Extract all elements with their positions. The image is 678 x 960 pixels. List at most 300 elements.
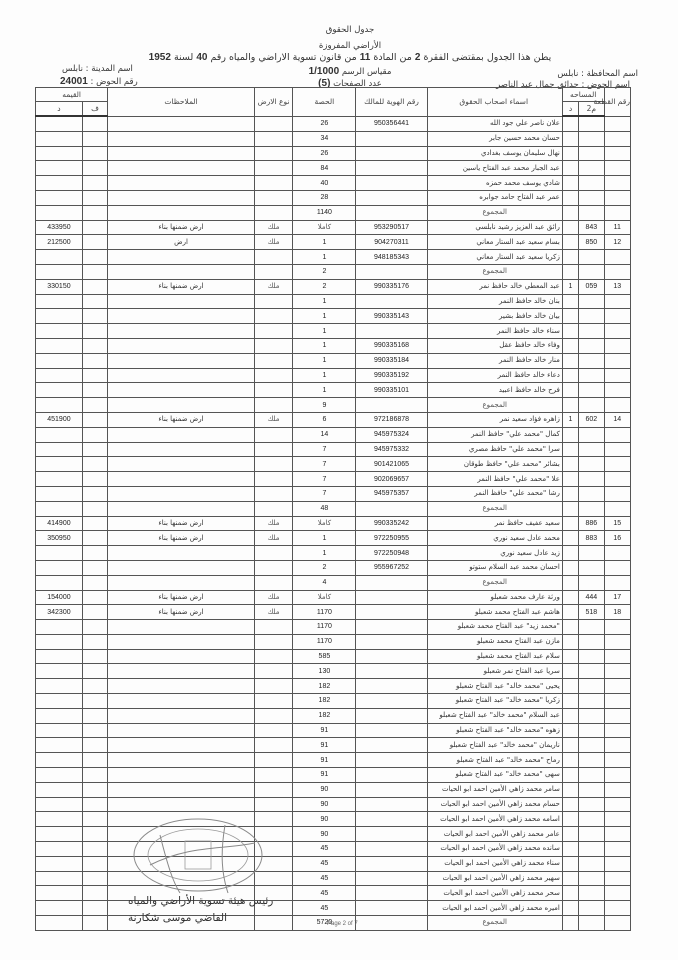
area-d-cell bbox=[562, 250, 578, 265]
area-d-cell bbox=[562, 827, 578, 842]
area-d-cell bbox=[562, 501, 578, 516]
col-value-f: ف bbox=[82, 102, 107, 117]
table-row bbox=[36, 427, 631, 442]
notes-cell: ارض ضمنها بناء bbox=[108, 531, 254, 546]
value-d-cell: 342300 bbox=[36, 605, 83, 620]
table-row bbox=[36, 871, 631, 886]
parcel-number-cell bbox=[604, 161, 630, 176]
area-d-cell bbox=[562, 605, 578, 620]
land-type-cell bbox=[254, 116, 293, 131]
value-f-cell bbox=[82, 679, 107, 694]
value-d-cell bbox=[36, 486, 83, 501]
id-number-cell bbox=[356, 782, 427, 797]
table-row bbox=[36, 116, 631, 131]
notes-cell bbox=[108, 457, 254, 472]
table-header bbox=[36, 88, 631, 117]
value-f-cell bbox=[82, 516, 107, 531]
value-f-cell bbox=[82, 412, 107, 427]
table-row bbox=[36, 546, 631, 561]
parcel-number-cell bbox=[604, 634, 630, 649]
value-f-cell bbox=[82, 546, 107, 561]
owner-name-cell: سرا "محمد علي" حافظ مصري bbox=[427, 442, 562, 457]
value-f-cell bbox=[82, 383, 107, 398]
area-d-cell bbox=[562, 560, 578, 575]
table-row bbox=[36, 560, 631, 575]
land-type-cell bbox=[254, 294, 293, 309]
value-f-cell bbox=[82, 472, 107, 487]
land-type-cell: ملك bbox=[254, 605, 293, 620]
value-f-cell bbox=[82, 368, 107, 383]
value-d-cell bbox=[36, 324, 83, 339]
area-m2-cell bbox=[579, 797, 604, 812]
legal-text: من قانون تسوية الاراضي والمياه رقم bbox=[210, 52, 357, 63]
area-d-cell bbox=[562, 294, 578, 309]
value-d-cell bbox=[36, 146, 83, 161]
value-d-cell bbox=[36, 664, 83, 679]
owner-name-cell: هاشم عبد الفتاح محمد شعبلو bbox=[427, 605, 562, 620]
page-count-label: عدد الصفحات bbox=[333, 79, 382, 89]
owner-name-cell: اميره محمد زاهي الأمين احمد ابو الحيات bbox=[427, 901, 562, 916]
share-cell: 182 bbox=[293, 679, 356, 694]
land-type-cell bbox=[254, 309, 293, 324]
parcel-number-cell bbox=[604, 176, 630, 191]
area-d-cell bbox=[562, 190, 578, 205]
share-cell: 48 bbox=[293, 501, 356, 516]
share-cell: 26 bbox=[293, 146, 356, 161]
notes-cell bbox=[108, 472, 254, 487]
id-number-cell bbox=[356, 753, 427, 768]
area-m2-cell bbox=[579, 205, 604, 220]
value-f-cell bbox=[82, 575, 107, 590]
notes-cell: ارض ضمنها بناء bbox=[108, 279, 254, 294]
owner-name-cell: رشا "محمد علي" حافظ النمر bbox=[427, 486, 562, 501]
id-number-cell bbox=[356, 590, 427, 605]
value-d-cell bbox=[36, 753, 83, 768]
owner-name-cell: علان ناصر علي جود الله bbox=[427, 116, 562, 131]
value-f-cell bbox=[82, 694, 107, 709]
land-type-cell bbox=[254, 161, 293, 176]
share-cell: 45 bbox=[293, 886, 356, 901]
legal-basis bbox=[120, 52, 580, 63]
id-number-cell bbox=[356, 812, 427, 827]
share-cell: 90 bbox=[293, 797, 356, 812]
land-type-cell: ملك bbox=[254, 516, 293, 531]
table-row bbox=[36, 442, 631, 457]
area-m2-cell bbox=[579, 190, 604, 205]
value-f-cell bbox=[82, 501, 107, 516]
area-m2-cell bbox=[579, 723, 604, 738]
value-d-cell bbox=[36, 797, 83, 812]
value-f-cell bbox=[82, 205, 107, 220]
id-number-cell bbox=[356, 294, 427, 309]
value-d-cell bbox=[36, 856, 83, 871]
value-f-cell bbox=[82, 708, 107, 723]
table-row bbox=[36, 161, 631, 176]
share-cell: 1170 bbox=[293, 620, 356, 635]
value-d-cell bbox=[36, 738, 83, 753]
area-d-cell bbox=[562, 856, 578, 871]
area-d-cell bbox=[562, 797, 578, 812]
area-m2-cell bbox=[579, 501, 604, 516]
parcel-number-cell bbox=[604, 398, 630, 413]
value-f-cell bbox=[82, 531, 107, 546]
parcel-number-cell bbox=[604, 901, 630, 916]
area-m2-cell bbox=[579, 708, 604, 723]
table-row bbox=[36, 812, 631, 827]
share-cell: 28 bbox=[293, 190, 356, 205]
area-d-cell bbox=[562, 161, 578, 176]
area-m2-cell bbox=[579, 383, 604, 398]
area-m2-cell bbox=[579, 338, 604, 353]
value-d-cell bbox=[36, 501, 83, 516]
table-row bbox=[36, 827, 631, 842]
area-m2-cell bbox=[579, 753, 604, 768]
land-type-cell bbox=[254, 649, 293, 664]
id-number-cell bbox=[356, 694, 427, 709]
parcel-number-cell bbox=[604, 812, 630, 827]
value-f-cell bbox=[82, 279, 107, 294]
area-m2-cell bbox=[579, 486, 604, 501]
id-number-cell bbox=[356, 886, 427, 901]
area-m2-cell bbox=[579, 264, 604, 279]
area-d-cell bbox=[562, 871, 578, 886]
id-number-cell: 953290517 bbox=[356, 220, 427, 235]
share-cell: 91 bbox=[293, 753, 356, 768]
table-row bbox=[36, 620, 631, 635]
area-m2-cell bbox=[579, 398, 604, 413]
area-m2-cell bbox=[579, 664, 604, 679]
value-f-cell bbox=[82, 916, 107, 931]
area-m2-cell bbox=[579, 871, 604, 886]
notes-cell bbox=[108, 486, 254, 501]
land-type-cell bbox=[254, 679, 293, 694]
share-cell: 45 bbox=[293, 871, 356, 886]
notes-cell bbox=[108, 309, 254, 324]
table-row bbox=[36, 797, 631, 812]
share-cell: 1 bbox=[293, 294, 356, 309]
value-d-cell bbox=[36, 161, 83, 176]
parcel-number-cell bbox=[604, 264, 630, 279]
id-number-cell bbox=[356, 708, 427, 723]
notes-cell bbox=[108, 649, 254, 664]
area-m2-cell bbox=[579, 457, 604, 472]
area-d-cell bbox=[562, 472, 578, 487]
notes-cell bbox=[108, 560, 254, 575]
land-type-cell: ملك bbox=[254, 279, 293, 294]
owner-name-cell: سعيد عفيف حافظ نمر bbox=[427, 516, 562, 531]
law-year: 1952 bbox=[148, 52, 171, 63]
owner-name-cell: وفاء خالد حافظ عقل bbox=[427, 338, 562, 353]
id-number-cell: 945975357 bbox=[356, 486, 427, 501]
parcel-number-cell: 17 bbox=[604, 590, 630, 605]
parcel-number-cell bbox=[604, 753, 630, 768]
area-d-cell bbox=[562, 309, 578, 324]
notes-cell: ارض ضمنها بناء bbox=[108, 220, 254, 235]
notes-cell bbox=[108, 753, 254, 768]
owner-name-cell: بنان خالد حافظ النمر bbox=[427, 294, 562, 309]
owner-name-cell: يحيى "محمد خالد" عبد الفتاح شعبلو bbox=[427, 679, 562, 694]
id-number-cell bbox=[356, 264, 427, 279]
notes-cell bbox=[108, 797, 254, 812]
id-number-cell bbox=[356, 620, 427, 635]
land-type-cell bbox=[254, 442, 293, 457]
table-row bbox=[36, 176, 631, 191]
notes-cell bbox=[108, 250, 254, 265]
col-area-d: د bbox=[562, 102, 578, 117]
parcel-number-cell: 13 bbox=[604, 279, 630, 294]
value-d-cell bbox=[36, 886, 83, 901]
value-d-cell bbox=[36, 768, 83, 783]
table-row bbox=[36, 279, 631, 294]
col-value: القيمه bbox=[36, 88, 108, 102]
notes-cell: ارض bbox=[108, 235, 254, 250]
value-d-cell: 414900 bbox=[36, 516, 83, 531]
value-d-cell bbox=[36, 472, 83, 487]
share-cell: 182 bbox=[293, 708, 356, 723]
value-d-cell bbox=[36, 427, 83, 442]
value-d-cell bbox=[36, 560, 83, 575]
value-f-cell bbox=[82, 768, 107, 783]
share-cell: 1170 bbox=[293, 605, 356, 620]
owner-name-cell: سهى "محمد خالد" عبد الفتاح شعبلو bbox=[427, 768, 562, 783]
owner-name-cell: "محمد زيد" عبد الفتاح محمد شعبلو bbox=[427, 620, 562, 635]
share-cell: 40 bbox=[293, 176, 356, 191]
parcel-number-cell bbox=[604, 131, 630, 146]
share-cell: 585 bbox=[293, 649, 356, 664]
value-f-cell bbox=[82, 620, 107, 635]
area-d-cell bbox=[562, 146, 578, 161]
signatory-name: القاضي موسى شكارنة bbox=[128, 912, 227, 924]
id-number-cell: 990335176 bbox=[356, 279, 427, 294]
parcel-number-cell: 12 bbox=[604, 235, 630, 250]
value-d-cell: 212500 bbox=[36, 235, 83, 250]
parcel-number-cell bbox=[604, 457, 630, 472]
area-d-cell bbox=[562, 916, 578, 931]
share-cell: 7 bbox=[293, 486, 356, 501]
share-cell: 7 bbox=[293, 457, 356, 472]
area-d-cell bbox=[562, 486, 578, 501]
area-m2-cell bbox=[579, 309, 604, 324]
value-f-cell bbox=[82, 812, 107, 827]
article-number: 11 bbox=[359, 52, 371, 63]
owner-name-cell: زاهره فؤاد سعيد نمر bbox=[427, 412, 562, 427]
area-d-cell bbox=[562, 768, 578, 783]
owner-name-cell: شادي يوسف محمد حمزه bbox=[427, 176, 562, 191]
value-f-cell bbox=[82, 442, 107, 457]
signatory-title: رئيس هيئة تسوية الأراضي والمياه bbox=[128, 895, 274, 907]
area-m2-cell bbox=[579, 442, 604, 457]
notes-cell bbox=[108, 264, 254, 279]
area-m2-cell: 602 bbox=[579, 412, 604, 427]
value-f-cell bbox=[82, 738, 107, 753]
value-f-cell bbox=[82, 220, 107, 235]
value-d-cell bbox=[36, 827, 83, 842]
owner-name-cell: ورثة عارف محمد شعبلو bbox=[427, 590, 562, 605]
area-d-cell bbox=[562, 531, 578, 546]
parcel-number-cell bbox=[604, 338, 630, 353]
land-type-cell: ملك bbox=[254, 412, 293, 427]
area-d-cell bbox=[562, 176, 578, 191]
official-seal-stamp-icon bbox=[130, 815, 265, 895]
area-m2-cell bbox=[579, 856, 604, 871]
notes-cell: ارض ضمنها بناء bbox=[108, 412, 254, 427]
total-row bbox=[36, 264, 631, 279]
value-f-cell bbox=[82, 457, 107, 472]
table-row bbox=[36, 782, 631, 797]
value-d-cell bbox=[36, 916, 83, 931]
scale bbox=[150, 66, 550, 77]
id-number-cell: 955967252 bbox=[356, 560, 427, 575]
id-number-cell bbox=[356, 649, 427, 664]
parcel-number-cell bbox=[604, 368, 630, 383]
id-number-cell bbox=[356, 131, 427, 146]
value-d-cell bbox=[36, 679, 83, 694]
document-subtitle: الأراضي المفروزة bbox=[318, 41, 382, 51]
value-d-cell bbox=[36, 620, 83, 635]
table-row bbox=[36, 694, 631, 709]
owner-name-cell: منار خالد حافظ النمر bbox=[427, 353, 562, 368]
parcel-number-cell bbox=[604, 679, 630, 694]
area-d-cell bbox=[562, 753, 578, 768]
owner-name-cell: عامر محمد زاهي الأمين احمد ابو الحيات bbox=[427, 827, 562, 842]
share-cell: 1 bbox=[293, 531, 356, 546]
parcel-number-cell bbox=[604, 827, 630, 842]
owner-name-cell: حسام محمد زاهي الأمين احمد ابو الحيات bbox=[427, 797, 562, 812]
share-cell: 14 bbox=[293, 427, 356, 442]
table-row bbox=[36, 842, 631, 857]
area-m2-cell bbox=[579, 782, 604, 797]
value-d-cell bbox=[36, 176, 83, 191]
land-type-cell bbox=[254, 264, 293, 279]
value-d-cell bbox=[36, 901, 83, 916]
value-d-cell: 451900 bbox=[36, 412, 83, 427]
area-m2-cell: 886 bbox=[579, 516, 604, 531]
value-d-cell bbox=[36, 708, 83, 723]
scale-value: 1/1000 bbox=[308, 66, 340, 77]
notes-cell bbox=[108, 190, 254, 205]
area-m2-cell: 843 bbox=[579, 220, 604, 235]
parcel-number-cell: 11 bbox=[604, 220, 630, 235]
value-f-cell bbox=[82, 886, 107, 901]
value-d-cell bbox=[36, 131, 83, 146]
area-m2-cell: 883 bbox=[579, 531, 604, 546]
area-d-cell bbox=[562, 324, 578, 339]
parcel-number-cell bbox=[604, 723, 630, 738]
land-type-cell bbox=[254, 797, 293, 812]
land-type-cell bbox=[254, 398, 293, 413]
land-type-cell bbox=[254, 501, 293, 516]
area-m2-cell bbox=[579, 324, 604, 339]
owner-name-cell: عمر عبد الفتاح حامد جوابره bbox=[427, 190, 562, 205]
land-type-cell bbox=[254, 753, 293, 768]
table-row bbox=[36, 324, 631, 339]
parcel-number-cell bbox=[604, 383, 630, 398]
notes-cell bbox=[108, 116, 254, 131]
share-cell: 90 bbox=[293, 827, 356, 842]
parcel-number-cell bbox=[604, 205, 630, 220]
area-m2-cell bbox=[579, 368, 604, 383]
parcel-number-cell: 16 bbox=[604, 531, 630, 546]
value-f-cell bbox=[82, 842, 107, 857]
value-f-cell bbox=[82, 353, 107, 368]
area-d-cell bbox=[562, 368, 578, 383]
id-number-cell bbox=[356, 190, 427, 205]
page-indicator: Page 2 of 7 bbox=[327, 921, 358, 927]
area-m2-cell bbox=[579, 916, 604, 931]
parcel-number-cell bbox=[604, 768, 630, 783]
share-cell: كاملا bbox=[293, 220, 356, 235]
land-type-cell bbox=[254, 620, 293, 635]
owner-name-cell: علا "محمد علي" حافظ النمر bbox=[427, 472, 562, 487]
paragraph-number: 2 bbox=[414, 52, 421, 63]
share-cell: 1 bbox=[293, 250, 356, 265]
notes-cell bbox=[108, 664, 254, 679]
share-cell: كاملا bbox=[293, 516, 356, 531]
notes-cell bbox=[108, 708, 254, 723]
total-row bbox=[36, 398, 631, 413]
parcel-number-cell bbox=[604, 546, 630, 561]
value-d-cell bbox=[36, 694, 83, 709]
owner-name-cell: رماح "محمد خالد" عبد الفتاح شعبلو bbox=[427, 753, 562, 768]
page-count-value: (5) bbox=[318, 78, 331, 89]
owner-name-cell: سريا عبد الفتاح نمر شعبلو bbox=[427, 664, 562, 679]
value-f-cell bbox=[82, 590, 107, 605]
share-cell: 1 bbox=[293, 368, 356, 383]
id-number-cell bbox=[356, 575, 427, 590]
notes-cell bbox=[108, 634, 254, 649]
legal-text: من المادة bbox=[373, 52, 412, 63]
value-f-cell bbox=[82, 294, 107, 309]
area-d-cell: 1 bbox=[562, 279, 578, 294]
area-m2-cell bbox=[579, 738, 604, 753]
share-cell: 1 bbox=[293, 338, 356, 353]
value-f-cell bbox=[82, 146, 107, 161]
table-row bbox=[36, 368, 631, 383]
id-number-cell bbox=[356, 827, 427, 842]
table-row bbox=[36, 472, 631, 487]
land-type-cell bbox=[254, 383, 293, 398]
value-d-cell bbox=[36, 205, 83, 220]
id-number-cell bbox=[356, 501, 427, 516]
land-type-cell bbox=[254, 176, 293, 191]
parcel-number-cell bbox=[604, 116, 630, 131]
value-f-cell bbox=[82, 856, 107, 871]
land-type-cell: ملك bbox=[254, 590, 293, 605]
area-m2-cell bbox=[579, 575, 604, 590]
area-m2-cell bbox=[579, 649, 604, 664]
value-f-cell bbox=[82, 190, 107, 205]
id-number-cell: 990335192 bbox=[356, 368, 427, 383]
parcel-number-cell bbox=[604, 797, 630, 812]
id-number-cell: 990335184 bbox=[356, 353, 427, 368]
id-number-cell bbox=[356, 634, 427, 649]
area-d-cell bbox=[562, 723, 578, 738]
notes-cell bbox=[108, 694, 254, 709]
notes-cell bbox=[108, 501, 254, 516]
area-d-cell bbox=[562, 620, 578, 635]
total-label-cell: المجموع bbox=[427, 501, 562, 516]
value-d-cell bbox=[36, 294, 83, 309]
area-d-cell: 1 bbox=[562, 412, 578, 427]
land-type-cell bbox=[254, 486, 293, 501]
table-row bbox=[36, 649, 631, 664]
parcel-number-cell: 14 bbox=[604, 412, 630, 427]
land-type-cell bbox=[254, 546, 293, 561]
parcel-number-cell bbox=[604, 649, 630, 664]
notes-cell bbox=[108, 427, 254, 442]
scale-label: مقياس الرسم bbox=[341, 67, 392, 77]
value-d-cell: 433950 bbox=[36, 220, 83, 235]
